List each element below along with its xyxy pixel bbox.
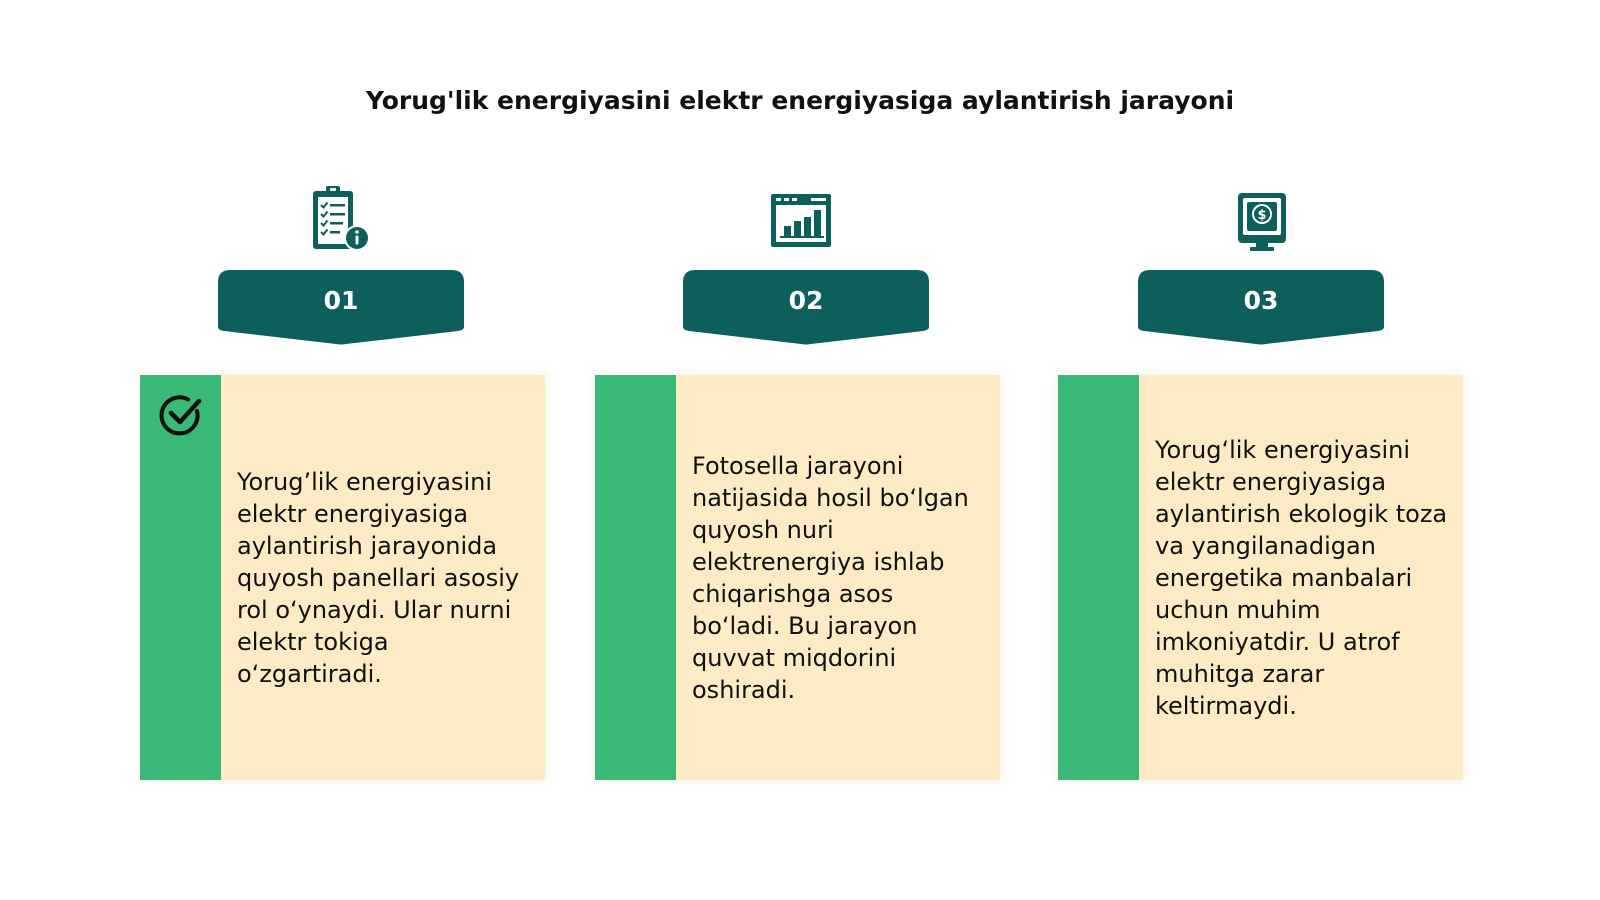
dollar-coin-monitor-icon bbox=[1226, 185, 1298, 257]
step-number: 02 bbox=[788, 286, 824, 315]
page-title: Yorug'lik energiyasini elektr energiyasiga aylantirish jarayoni bbox=[365, 86, 1235, 115]
bar-chart-window-icon bbox=[765, 185, 837, 257]
step-badge bbox=[683, 270, 929, 350]
step-description: Fotosella jarayoni natijasida hosil bo‘lgan quyosh nuri elektrenergiya ishlab chiqarishga asos bo‘ladi. Bu jarayon quvvat miqdorini oshiradi. bbox=[692, 451, 969, 704]
step-badge bbox=[218, 270, 464, 350]
step-03 bbox=[1058, 185, 1468, 785]
svg-text:$: $ bbox=[1257, 208, 1267, 223]
check-circle-icon bbox=[157, 391, 205, 439]
card-stripe bbox=[1058, 375, 1139, 780]
step-card bbox=[1058, 375, 1463, 780]
step-01 bbox=[140, 185, 550, 785]
step-description: Yorug‘lik energiyasini elektr energiyasiga aylantirish ekologik toza va yangilanadigan energetika manbalari uchun muhim imkoniyatdir. U atrof muhitga zarar keltirmaydi. bbox=[1155, 435, 1448, 720]
step-description: Yorug’lik energiyasini elektr energiyasiga aylantirish jarayonida quyosh panellari asosiy rol o‘ynaydi. Ular nurni elektr tokiga o‘zgartiradi. bbox=[237, 467, 520, 688]
step-02 bbox=[595, 185, 1005, 785]
step-card bbox=[595, 375, 1000, 780]
clipboard-checklist-info-icon bbox=[305, 185, 377, 257]
step-number: 03 bbox=[1243, 286, 1279, 315]
step-number: 01 bbox=[323, 286, 359, 315]
step-card bbox=[140, 375, 545, 780]
card-stripe bbox=[595, 375, 676, 780]
step-badge bbox=[1138, 270, 1384, 350]
card-stripe bbox=[140, 375, 221, 780]
